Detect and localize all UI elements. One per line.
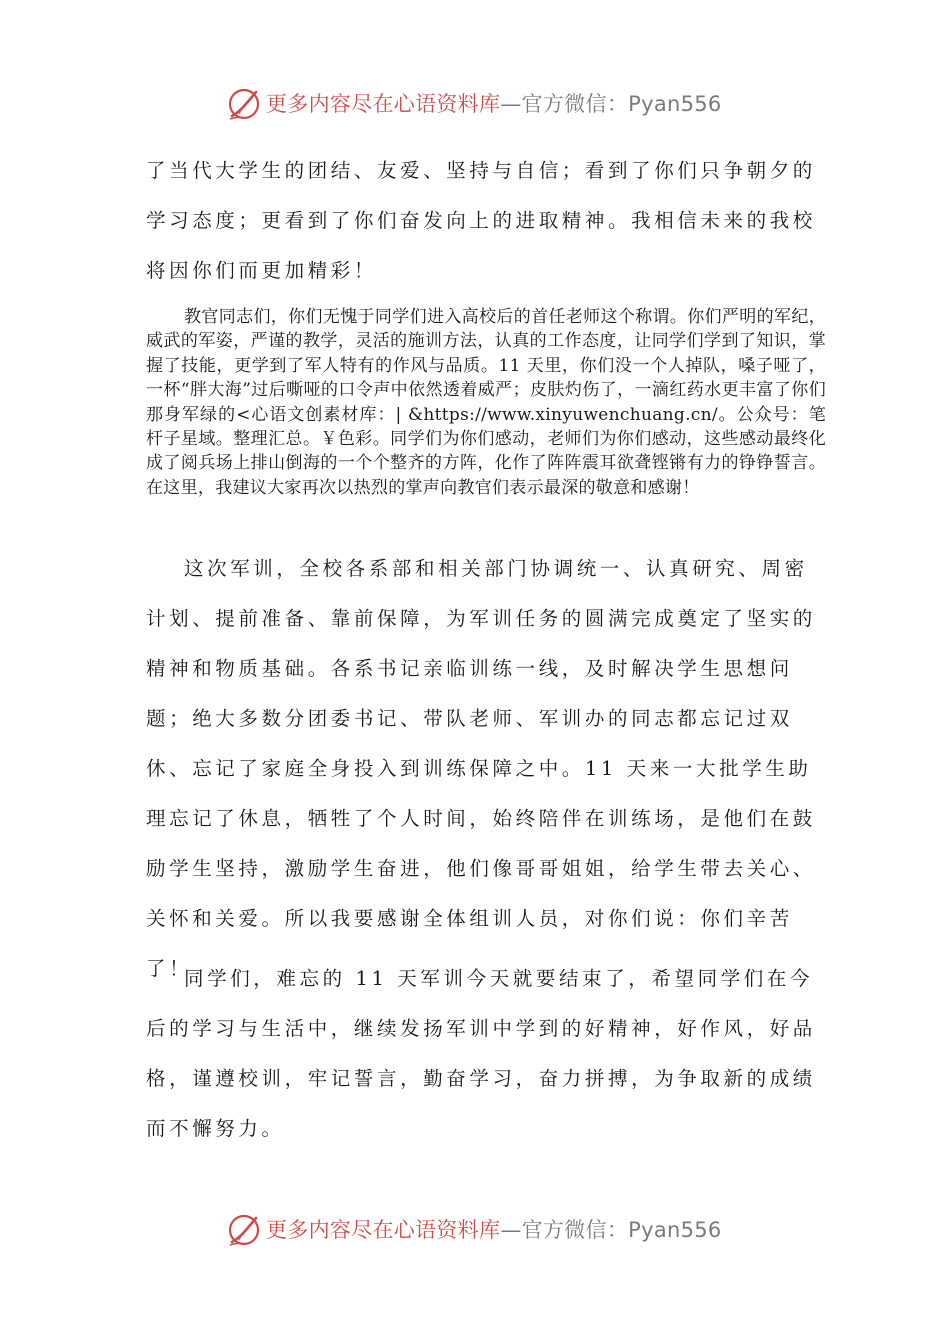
paragraph-3 xyxy=(146,544,826,994)
header-banner-text xyxy=(266,90,722,118)
paragraph-1: 了当代大学生的团结、友爱、坚持与自信；看到了你们只争朝夕的学习态度；更看到了你们奋发向上的进取精神。我相信未来的我校将因你们而更加精彩！ xyxy=(146,159,816,282)
brand-text: 更多内容尽在心语资料库 xyxy=(266,92,501,116)
paragraph-4 xyxy=(146,954,826,1154)
wechat-label: 官方微信： xyxy=(521,92,629,116)
wechat-id: Pyan556 xyxy=(628,92,722,116)
banner-dash: — xyxy=(500,1218,522,1242)
header-banner xyxy=(0,84,950,124)
paragraph-4-text: 同学们，难忘的 11 天军训今天就要结束了，希望同学们在今后的学习与生活中，继续发扬军训中学到的好精神，好作风，好品格，谨遵校训，牢记誓言，勤奋学习，奋力拼搏，为争取新的成绩而不懈努力。 xyxy=(146,967,816,1140)
paragraph-2 xyxy=(146,305,826,500)
wechat-label: 官方微信： xyxy=(521,1218,629,1242)
pen-logo-icon xyxy=(226,1212,262,1248)
footer-banner-text xyxy=(266,1216,722,1244)
wechat-id: Pyan556 xyxy=(628,1218,722,1242)
footer-banner xyxy=(0,1210,950,1250)
brand-text: 更多内容尽在心语资料库 xyxy=(266,1218,501,1242)
banner-dash: — xyxy=(500,92,522,116)
pen-logo-icon xyxy=(226,86,262,122)
paragraph-2-text: 教官同志们，你们无愧于同学们进入高校后的首任老师这个称谓。你们严明的军纪，威武的军姿，严谨的教学，灵活的施训方法，认真的工作态度，让同学们学到了知识，掌握了技能，更学到了军人特有的作风与品质。11 天里，你们没一个人掉队，嗓子哑了，一杯“胖大海”过后嘶哑的口令声中依然透着威严；皮肤灼伤了，一滴红药水更丰富了你们那身军绿的<心语文创素材库：| &https://www.xinyuwenchuang.cn/。公众号：笔杆子星域。整理汇总。￥色彩。同学们为你们感动，老师们为你们感动，这些感动最终化成了阅兵场上排山倒海的一个个整齐的方阵，化作了阵阵震耳欲聋铿锵有力的铮铮誓言。在这里，我建议大家再次以热烈的掌声向教官们表示最深的敬意和感谢！ xyxy=(146,307,826,498)
paragraph-3-text: 这次军训，全校各系部和相关部门协调统一、认真研究、周密计划、提前准备、靠前保障，为军训任务的圆满完成奠定了坚实的精神和物质基础。各系书记亲临训练一线，及时解决学生思想问题；绝大多数分团委书记、带队老师、军训办的同志都忘记过双休、忘记了家庭全身投入到训练保障之中。11 天来一大批学生助理忘记了休息，牺牲了个人时间，始终陪伴在训练场，是他们在鼓励学生坚持，激励学生奋进，他们像哥哥姐姐，给学生带去关心、关怀和关爱。所以我要感谢全体组训人员，对你们说：你们辛苦了！ xyxy=(146,557,816,980)
